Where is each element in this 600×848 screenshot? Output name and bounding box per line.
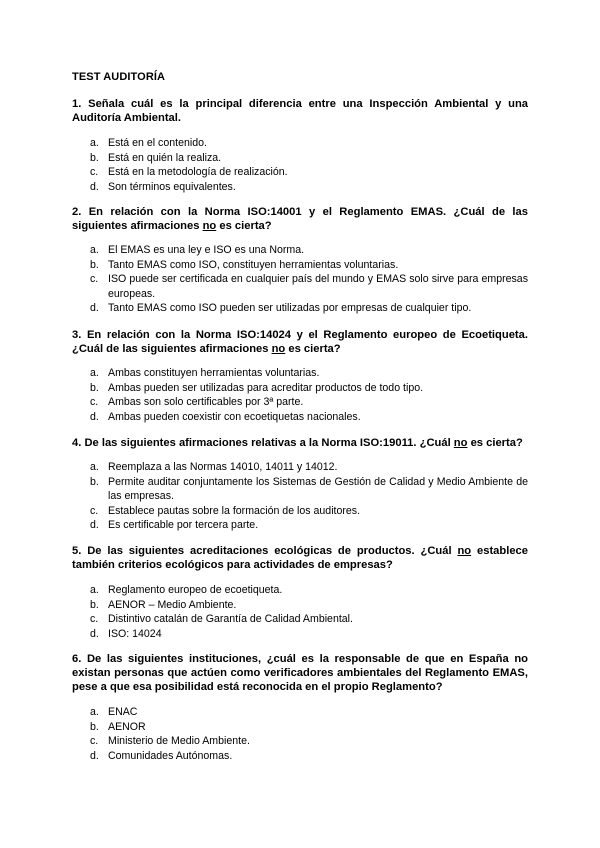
option-c (90, 272, 528, 301)
option-text: Ministerio de Medio Ambiente. (108, 735, 250, 747)
question-text-end: es cierta? (285, 343, 341, 355)
option-text: Reemplaza a las Normas 14010, 14011 y 14012. (108, 461, 338, 473)
question-3-text (72, 328, 528, 356)
option-letter: d. (90, 519, 99, 531)
option-a (90, 243, 528, 258)
option-text: AENOR (108, 720, 146, 733)
option-a (90, 705, 528, 720)
option-d (90, 301, 528, 316)
option-a (90, 460, 528, 475)
option-letter: b. (90, 598, 99, 611)
option-letter: a. (90, 367, 99, 379)
option-letter: c. (90, 166, 99, 178)
option-b (90, 381, 528, 396)
question-text: 3. En relación con la Norma ISO:14024 y el Reglamento europeo de Ecoetiqueta. ¿Cuál de las siguientes afirmaciones (72, 329, 528, 355)
option-text: Es certificable por tercera parte. (108, 519, 259, 531)
question-text: 4. De las siguientes afirmaciones relativas a la Norma ISO:19011. ¿Cuál (72, 437, 454, 449)
option-text: AENOR – Medio Ambiente. (108, 598, 237, 611)
option-letter: a. (90, 461, 99, 473)
option-text: Comunidades Autónomas. (108, 749, 233, 762)
option-letter: c. (90, 504, 99, 517)
option-letter: a. (90, 137, 99, 149)
option-letter: b. (90, 151, 99, 164)
question-1-options (90, 136, 528, 194)
question-4-text (72, 436, 528, 450)
option-text: Está en quién la realiza. (108, 151, 222, 164)
option-text: Ambas son solo certificables por 3ª parte. (108, 396, 304, 408)
option-text: Son términos equivalentes. (108, 180, 236, 193)
option-text: Reglamento europeo de ecoetiqueta. (108, 584, 283, 596)
option-text: Tanto EMAS como ISO pueden ser utilizadas por empresas de cualquier tipo. (108, 302, 472, 314)
option-text: Permite auditar conjuntamente los Sistemas de Gestión de Calidad y Medio Ambiente de las empresas. (108, 475, 528, 502)
question-emphasis: no (271, 343, 286, 355)
option-c (90, 395, 528, 410)
option-b (90, 720, 528, 735)
question-text-end: establece también criterios ecológicos para actividades de empresas? (72, 545, 528, 571)
option-letter: c. (90, 613, 99, 625)
option-letter: c. (90, 273, 99, 285)
question-5-text (72, 544, 528, 572)
option-text: Está en el contenido. (108, 137, 207, 149)
option-d (90, 180, 528, 195)
option-letter: b. (90, 720, 99, 733)
option-letter: b. (90, 258, 99, 271)
option-letter: a. (90, 584, 99, 596)
option-letter: b. (90, 475, 99, 488)
question-6-text (72, 652, 528, 694)
question-emphasis: no (457, 545, 472, 557)
question-text: 2. En relación con la Norma ISO:14001 y el Reglamento EMAS. ¿Cuál de las siguientes afirmaciones (72, 206, 528, 232)
option-c (90, 504, 528, 519)
option-b (90, 258, 528, 273)
option-text: Establece pautas sobre la formación de los auditores. (108, 504, 361, 517)
question-text: 6. De las siguientes instituciones, ¿cuál es la responsable de que en España no existan personas que actúen como verificadores ambientales del Reglamento EMAS, pese a que esa posibilidad está reconocida en el propio Reglamento? (72, 653, 528, 693)
option-letter: c. (90, 396, 99, 408)
option-c (90, 165, 528, 180)
option-letter: d. (90, 749, 99, 762)
option-text: Está en la metodología de realización. (108, 166, 288, 178)
option-letter: d. (90, 180, 99, 193)
question-1-text (72, 97, 528, 125)
option-letter: a. (90, 706, 99, 718)
document-title: TEST AUDITORÍA (72, 71, 166, 83)
option-letter: a. (90, 244, 99, 256)
option-text: Ambas pueden coexistir con ecoetiquetas nacionales. (108, 410, 361, 423)
question-3-options (90, 366, 528, 424)
question-5-options (90, 583, 528, 641)
option-text: El EMAS es una ley e ISO es una Norma. (108, 244, 305, 256)
question-6-options (90, 705, 528, 763)
option-text: Distintivo catalán de Garantía de Calidad Ambiental. (108, 613, 353, 625)
option-c (90, 612, 528, 627)
option-d (90, 627, 528, 642)
option-text: ISO: 14024 (108, 627, 162, 640)
question-emphasis: no (453, 437, 468, 449)
question-text-end: es cierta? (467, 437, 523, 449)
option-text: Ambas pueden ser utilizadas para acreditar productos de todo tipo. (108, 381, 424, 394)
option-b (90, 598, 528, 613)
option-a (90, 136, 528, 151)
option-text: ISO puede ser certificada en cualquier país del mundo y EMAS solo sirve para empresas europeas. (108, 273, 528, 300)
option-b (90, 151, 528, 166)
question-emphasis: no (202, 220, 217, 232)
question-text-end: es cierta? (216, 220, 272, 232)
option-d (90, 518, 528, 533)
option-letter: c. (90, 735, 99, 747)
option-d (90, 410, 528, 425)
question-2-options (90, 243, 528, 316)
option-text: Tanto EMAS como ISO, constituyen herramientas voluntarias. (108, 258, 399, 271)
option-text: Ambas constituyen herramientas voluntarias. (108, 367, 320, 379)
question-text: 1. Señala cuál es la principal diferencia entre una Inspección Ambiental y una Auditoría Ambiental. (72, 98, 528, 124)
question-text: 5. De las siguientes acreditaciones ecológicas de productos. ¿Cuál (72, 545, 458, 557)
option-a (90, 366, 528, 381)
option-letter: d. (90, 410, 99, 423)
option-d (90, 749, 528, 764)
question-2-text (72, 205, 528, 233)
option-letter: b. (90, 381, 99, 394)
question-4-options (90, 460, 528, 533)
option-text: ENAC (108, 706, 138, 718)
option-letter: d. (90, 302, 99, 314)
option-letter: d. (90, 627, 99, 640)
option-c (90, 734, 528, 749)
option-b (90, 475, 528, 504)
option-a (90, 583, 528, 598)
